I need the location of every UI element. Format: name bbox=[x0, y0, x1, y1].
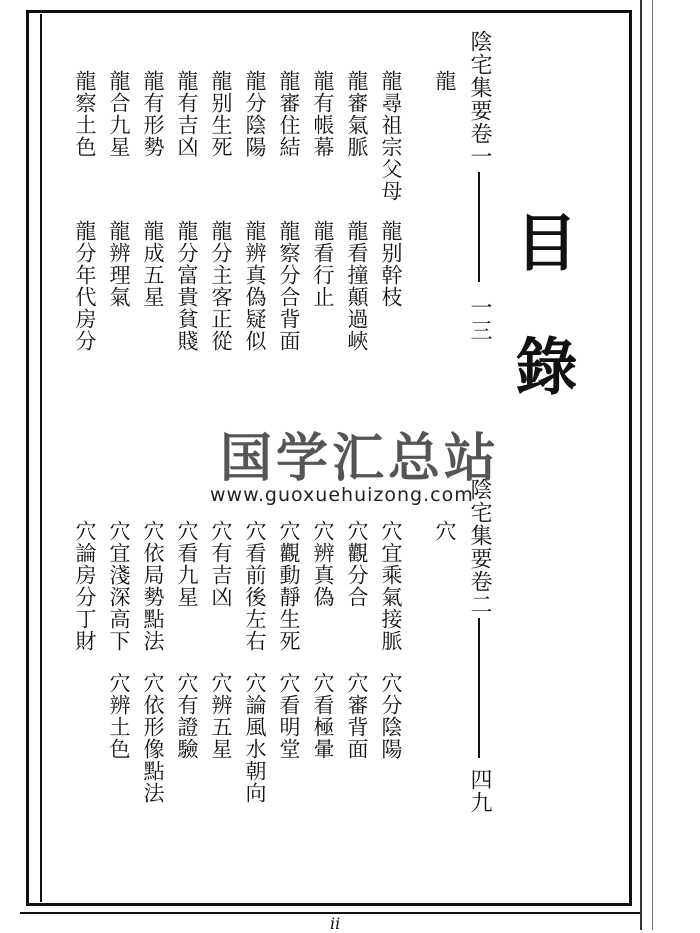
entry-top: 穴觀動靜生死 bbox=[277, 520, 301, 652]
entry-bottom: 穴有證驗 bbox=[175, 672, 199, 760]
entry-top: 龍有吉凶 bbox=[175, 70, 199, 158]
volume2-section-label: 穴 bbox=[433, 520, 457, 542]
entry-bottom: 龍成五星 bbox=[141, 220, 165, 308]
entry-bottom: 穴看極暈 bbox=[311, 672, 335, 760]
volume1-leader-line bbox=[478, 172, 480, 282]
watermark-logo-text: 国学汇总站 bbox=[220, 429, 501, 489]
entry-top: 穴看九星 bbox=[175, 520, 199, 608]
entry-top: 龍别生死 bbox=[209, 70, 233, 158]
volume2-page: 四九 bbox=[467, 768, 492, 814]
entry-top: 穴看前後左右 bbox=[243, 520, 267, 652]
entry-top: 龍尋祖宗父母 bbox=[379, 70, 403, 202]
entry-top: 穴有吉凶 bbox=[209, 520, 233, 608]
entry-bottom: 穴依形像點法 bbox=[141, 672, 165, 804]
page-edge-line-outer bbox=[652, 0, 653, 930]
entry-bottom: 龍分年代房分 bbox=[73, 220, 97, 352]
volume1-section-label: 龍 bbox=[433, 70, 457, 92]
entry-top: 穴辨真偽 bbox=[311, 520, 335, 608]
entry-bottom: 穴審背面 bbox=[345, 672, 369, 760]
volume2-leader-line bbox=[478, 618, 480, 758]
page-edge-line bbox=[640, 0, 642, 930]
page-title: 目錄 bbox=[505, 210, 578, 458]
entry-bottom: 龍分富貴貧賤 bbox=[175, 220, 199, 352]
entry-top: 穴宜淺深高下 bbox=[107, 520, 131, 652]
volume1-heading: 陰宅集要卷一 bbox=[467, 30, 492, 168]
entry-top: 穴觀分合 bbox=[345, 520, 369, 608]
entry-bottom: 穴辨五星 bbox=[209, 672, 233, 760]
entry-bottom: 龍看撞顛過峽 bbox=[345, 220, 369, 352]
entry-bottom: 穴論風水朝向 bbox=[243, 672, 267, 804]
entry-bottom: 龍辨理氣 bbox=[107, 220, 131, 308]
entry-top: 龍有形勢 bbox=[141, 70, 165, 158]
entry-top: 穴論房分丁財 bbox=[73, 520, 97, 652]
entry-bottom: 穴分陰陽 bbox=[379, 672, 403, 760]
page-mark: ii bbox=[330, 914, 341, 933]
entry-top: 穴依局勢點法 bbox=[141, 520, 165, 652]
left-inner-rule bbox=[40, 14, 42, 902]
entry-bottom: 龍察分合背面 bbox=[277, 220, 301, 352]
entry-top: 龍合九星 bbox=[107, 70, 131, 158]
entry-top: 龍有帳幕 bbox=[311, 70, 335, 158]
entry-bottom: 龍分主客正從 bbox=[209, 220, 233, 352]
volume1-page: 一三 bbox=[467, 296, 492, 342]
entry-top: 龍審住結 bbox=[277, 70, 301, 158]
entry-bottom: 龍看行止 bbox=[311, 220, 335, 308]
volume2-heading: 陰宅集要卷二 bbox=[467, 478, 492, 616]
entry-bottom: 穴辨土色 bbox=[107, 672, 131, 760]
entry-top: 龍審氣脈 bbox=[345, 70, 369, 158]
entry-bottom: 龍辨真偽疑似 bbox=[243, 220, 267, 352]
entry-top: 龍察土色 bbox=[73, 70, 97, 158]
entry-top: 穴宜乘氣接脈 bbox=[379, 520, 403, 652]
entry-bottom: 龍别幹枝 bbox=[379, 220, 403, 308]
entry-top: 龍分陰陽 bbox=[243, 70, 267, 158]
entry-bottom: 穴看明堂 bbox=[277, 672, 301, 760]
watermark-url: www.guoxuehuizong.com bbox=[210, 484, 474, 506]
